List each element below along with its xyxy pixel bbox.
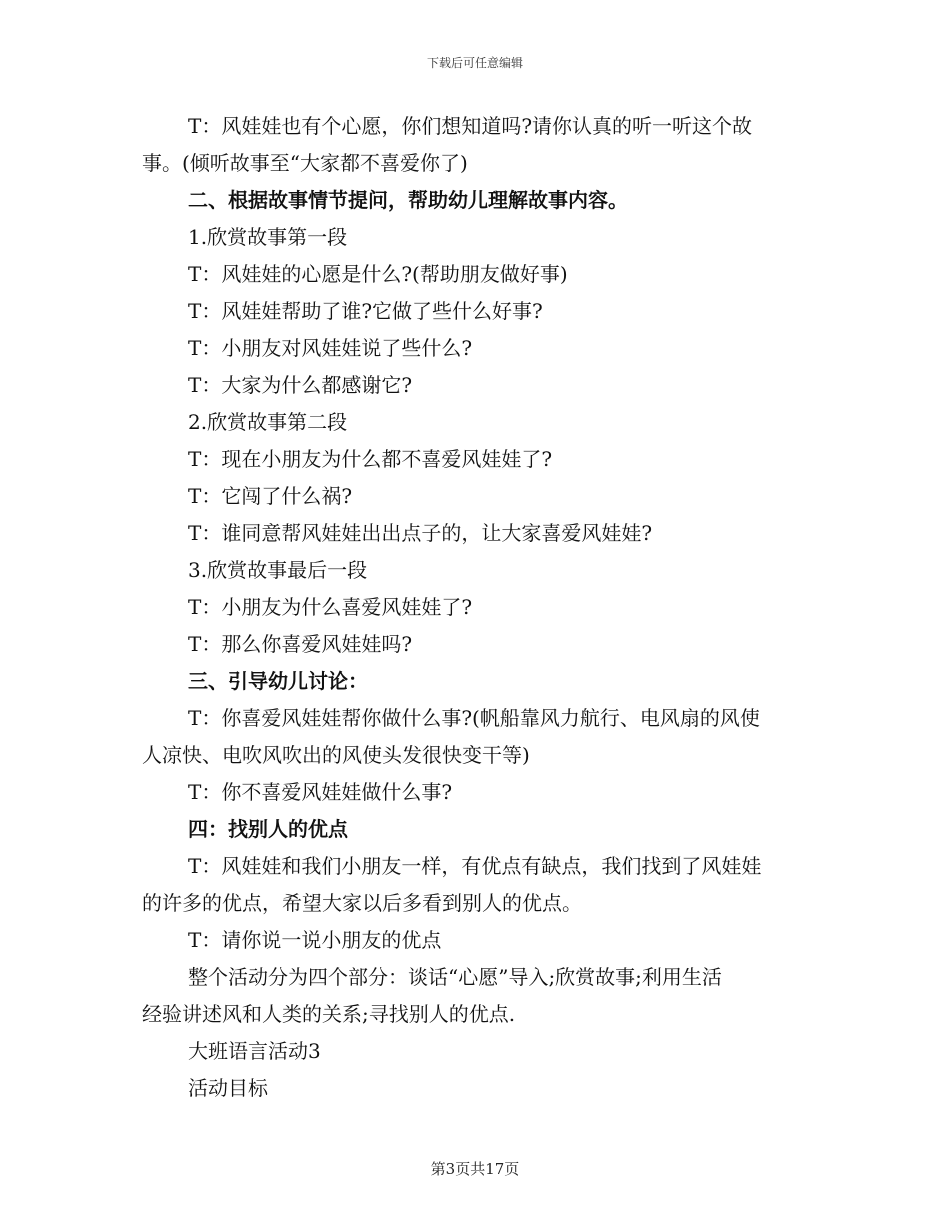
paragraph-line: 事。(倾听故事至“大家都不喜爱你了) — [142, 151, 468, 175]
paragraph-line: T：那么你喜爱风娃娃吗? — [188, 632, 413, 656]
paragraph-line: 3.欣赏故事最后一段 — [188, 558, 368, 582]
paragraph-line: T：风娃娃的心愿是什么?(帮助朋友做好事) — [188, 262, 568, 286]
paragraph-line: 活动目标 — [188, 1076, 268, 1100]
paragraph-line: 大班语言活动3 — [188, 1039, 321, 1063]
paragraph-line: 整个活动分为四个部分：谈话“心愿”导入;欣赏故事;利用生活 — [188, 965, 722, 989]
paragraph-line: T：现在小朋友为什么都不喜爱风娃娃了? — [188, 447, 553, 471]
paragraph-line: 人凉快、电吹风吹出的风使头发很快变干等) — [142, 743, 530, 767]
section-heading: 三、引导幼儿讨论： — [188, 669, 368, 693]
paragraph-line: T：请你说一说小朋友的优点 — [188, 928, 442, 952]
paragraph-line: T：你喜爱风娃娃帮你做什么事?(帆船靠风力航行、电风扇的风使 — [188, 706, 760, 730]
paragraph-line: 1.欣赏故事第一段 — [188, 225, 348, 249]
section-heading: 二、根据故事情节提问，帮助幼儿理解故事内容。 — [188, 188, 628, 212]
paragraph-line: T：风娃娃也有个心愿，你们想知道吗?请你认真的听一听这个故 — [188, 114, 753, 138]
page-header: 下载后可任意编辑 — [426, 56, 523, 70]
paragraph-line: 的许多的优点，希望大家以后多看到别人的优点。 — [142, 891, 582, 915]
paragraph-line: T：风娃娃和我们小朋友一样，有优点有缺点，我们找到了风娃娃 — [188, 854, 762, 878]
page-footer: 第3页共17页 — [430, 1160, 520, 1178]
paragraph-line: T：小朋友为什么喜爱风娃娃了? — [188, 595, 473, 619]
paragraph-line: T：小朋友对风娃娃说了些什么? — [188, 336, 473, 360]
document-body — [142, 108, 810, 1107]
paragraph-line: T：你不喜爱风娃娃做什么事? — [188, 780, 453, 804]
paragraph-line: T：风娃娃帮助了谁?它做了些什么好事? — [188, 299, 543, 323]
paragraph-line: 2.欣赏故事第二段 — [188, 410, 348, 434]
paragraph-line: T：谁同意帮风娃娃出出点子的，让大家喜爱风娃娃? — [188, 521, 653, 545]
section-heading: 四：找别人的优点 — [188, 817, 348, 841]
paragraph-line: T：大家为什么都感谢它? — [188, 373, 413, 397]
paragraph-line: T：它闯了什么祸? — [188, 484, 353, 508]
paragraph-line: 经验讲述风和人类的关系;寻找别人的优点. — [142, 1002, 516, 1026]
